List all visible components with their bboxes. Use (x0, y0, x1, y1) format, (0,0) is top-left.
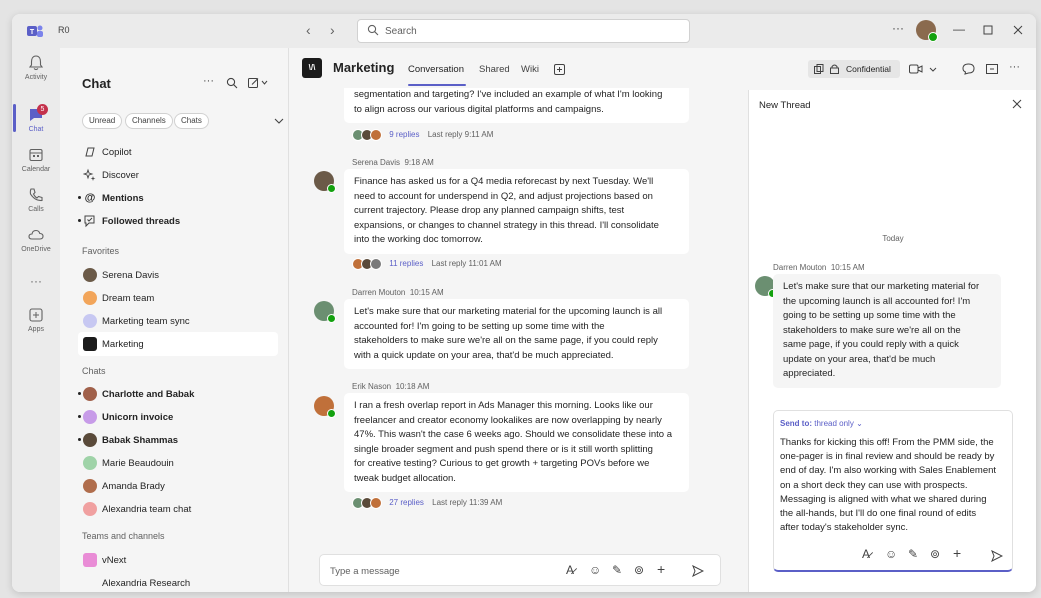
chatlist-item-label: Followed threads (102, 216, 181, 227)
channel-title: Marketing (333, 60, 395, 75)
channel-more-options-icon[interactable]: ··· (1009, 61, 1020, 73)
sensitivity-label[interactable] (808, 60, 900, 78)
search-placeholder: Search (385, 26, 417, 37)
group-avatar (83, 291, 97, 305)
message-line: for creative testing? Curious to get growth + targeting POVs before we (354, 458, 650, 469)
team-logo: \/\ (302, 58, 322, 78)
new-thread-panel (748, 90, 1036, 592)
copilot-icon (83, 145, 97, 159)
chevron-down-icon: ⌄ (856, 419, 863, 428)
sticker-icon[interactable]: ✎ (612, 563, 623, 577)
chatlist-item-marketing-team-sync[interactable] (78, 311, 278, 333)
attach-plus-icon[interactable]: + (953, 545, 962, 561)
send-to-selector[interactable]: Send to: thread only ⌄ (780, 419, 863, 428)
chatlist-item-discover[interactable] (78, 165, 278, 187)
unread-dot (78, 392, 81, 395)
message-composer[interactable] (319, 554, 721, 586)
add-apps-icon (27, 306, 45, 324)
conversation-pane (288, 48, 748, 592)
composer-placeholder: Type a message (330, 566, 400, 577)
svg-text:T: T (29, 29, 35, 36)
message-bubble[interactable] (344, 169, 689, 254)
message-line: need to account for underspend in Q2, and adjust projections based on (354, 190, 653, 202)
replies-link[interactable]: 9 replies (389, 130, 420, 140)
teams-logo-icon (26, 23, 44, 39)
rail-label: Chat (28, 126, 44, 133)
draft-line: Messaging is aligned with what we shared during (780, 493, 987, 505)
attach-plus-icon[interactable]: + (657, 561, 666, 577)
draft-line: end of day. I'm also working with Sales Enablement (780, 465, 997, 477)
filter-chats[interactable]: Chats (174, 113, 209, 129)
message-line: tweak budget allocation. (354, 472, 456, 484)
chatlist-item-marie-beaudouin[interactable] (78, 453, 278, 475)
message-line: single broader segment and push spend there or is it still worth splitting (354, 443, 653, 455)
channel-header (289, 48, 749, 88)
group-avatar (83, 387, 97, 401)
message-line: into the working doc tomorrow. (354, 234, 483, 245)
chatlist-item-charlotte-and-babak[interactable] (78, 384, 278, 406)
message-bubble[interactable] (344, 393, 689, 492)
message-line: 47%. This wasn't the case 6 weeks ago. Should we consolidate these into a (354, 429, 672, 440)
chatlist-item-label: Copilot (102, 147, 132, 158)
sensitivity-label-text: Confidential (846, 64, 891, 74)
draft-line: on a short deck they can use with prospects. (780, 479, 968, 491)
unread-dot (78, 415, 81, 418)
draft-line: Thanks for kicking this off! From the PMM side, the (780, 437, 994, 448)
draft-line: the all-hands, but I'll do one final round of edits (780, 508, 977, 520)
teams-section-header[interactable]: Teams and channels (82, 531, 165, 541)
chat-badge: 5 (37, 104, 48, 115)
message-bubble-partial[interactable] (344, 88, 689, 123)
avatar (83, 479, 97, 493)
message-bubble[interactable] (773, 274, 1001, 388)
loop-icon[interactable]: ⊚ (930, 547, 941, 561)
message-line: same page, if you could reply with a quick (783, 339, 959, 350)
chat-search-icon[interactable] (226, 77, 238, 89)
avatar (83, 433, 97, 447)
last-reply-time: Last reply 9:11 AM (427, 130, 494, 140)
lock-icon (830, 64, 839, 74)
chatlist-item-label: Marie Beaudouin (102, 458, 174, 469)
tab-wiki[interactable]: Wiki (521, 64, 539, 75)
chatlist-item-label: Amanda Brady (102, 481, 165, 492)
chatlist-item-label: Dream team (102, 293, 155, 304)
team-avatar (83, 553, 97, 567)
close-icon[interactable] (1012, 99, 1022, 109)
sticker-icon[interactable]: ✎ (908, 547, 919, 561)
message-line: stakeholders to make sure we're all on the same page, if you could reply (354, 335, 658, 346)
unread-dot (78, 438, 81, 441)
search-icon (367, 24, 379, 36)
chatlist-item-serena-davis[interactable] (78, 265, 278, 287)
tab-conversation[interactable]: Conversation (408, 64, 464, 75)
followed-threads-icon (83, 214, 97, 228)
video-dropdown-chevron-icon[interactable] (929, 67, 937, 72)
minimize-icon[interactable]: — (953, 22, 965, 36)
tab-shared[interactable]: Shared (479, 64, 510, 75)
message-author: Erik Nason 10:18 AM (352, 382, 430, 391)
reply-summary[interactable] (352, 497, 502, 509)
unread-dot (78, 196, 81, 199)
message-line: update on your area, that'd be much (783, 353, 936, 365)
rail-label: OneDrive (21, 246, 51, 253)
emoji-icon[interactable]: ☺ (589, 563, 602, 577)
meeting-avatar (83, 314, 97, 328)
chat-bubble-icon[interactable] (962, 63, 975, 75)
rail-label: Apps (28, 326, 44, 333)
chatlist-item-mentions[interactable] (78, 188, 278, 210)
draft-line: after today's stakeholder sync. (780, 522, 909, 534)
message-line: Let's make sure that our marketing material for the upcoming launch is all (354, 306, 663, 317)
chatlist-item-babak-shammas[interactable] (78, 430, 278, 452)
chatlist-item-alexandria-research[interactable] (78, 573, 278, 592)
message-line: stakeholders to make sure we're all on the (783, 324, 961, 336)
message-line: expansions, or changes to channel strategy in this thread. I'll consolidate (354, 219, 659, 231)
chatlist-item-label: vNext (102, 555, 127, 566)
chat-list-panel (60, 48, 288, 592)
chatlist-item-amanda-brady[interactable] (78, 476, 278, 498)
user-initials[interactable]: R0 (58, 25, 70, 35)
rail-label: Calendar (21, 166, 51, 173)
reply-avatar (370, 129, 382, 141)
message-line: the upcoming launch is all accounted for! I'm (783, 295, 971, 307)
filter-expand-chevron-icon[interactable] (274, 118, 284, 124)
chatlist-item-label: Mentions (102, 193, 144, 204)
date-divider: Today (882, 234, 904, 243)
message-line: current trajectory. Please drop any planned campaign shifts, test (354, 205, 625, 216)
avatar[interactable] (314, 171, 334, 191)
chats-section-header[interactable]: Chats (82, 366, 106, 376)
draft-line: one-pager is in final review and should be ready by (780, 451, 995, 463)
message-line: Let's make sure that our marketing material for (783, 281, 980, 292)
thread-composer[interactable] (773, 410, 1013, 572)
avatar (83, 268, 97, 282)
chat-list-title: Chat (82, 76, 111, 91)
video-call-icon[interactable] (909, 64, 923, 74)
message-line: appreciated. (783, 368, 836, 379)
new-chat-icon[interactable] (248, 77, 268, 89)
emoji-icon[interactable]: ☺ (885, 547, 898, 561)
team-logo-avatar (83, 337, 97, 351)
chatlist-item-label: Serena Davis (102, 270, 160, 281)
message-line: going to be setting up some time with the (783, 310, 956, 321)
avatar[interactable] (314, 301, 334, 321)
bell-icon (27, 54, 45, 72)
forward-arrow-icon[interactable]: › (330, 22, 335, 38)
chatlist-item-followed-threads[interactable] (78, 211, 278, 233)
active-tab-indicator (408, 84, 466, 86)
title-bar (12, 14, 1036, 48)
rail-item-apps[interactable] (12, 306, 60, 333)
reply-avatar (370, 258, 382, 270)
rail-item-calls[interactable] (12, 186, 60, 213)
chatlist-item-marketing[interactable] (78, 332, 278, 356)
last-reply-time: Last reply 11:39 AM (432, 498, 503, 508)
replies-link[interactable]: 27 replies (389, 498, 424, 508)
chatlist-item-label: Alexandria Research (102, 578, 191, 589)
cloud-icon (27, 226, 45, 244)
message-line: accounted for! I'm going to be setting up some time with the (354, 320, 605, 332)
rail-item-activity[interactable] (12, 54, 60, 81)
sparkle-icon (83, 168, 97, 182)
calendar-icon (27, 146, 45, 164)
rail-item-onedrive[interactable] (12, 226, 60, 253)
message-author: Darren Mouton 10:15 AM (352, 288, 444, 297)
message-bubble[interactable] (344, 299, 689, 369)
chatlist-item-vnext[interactable] (78, 550, 278, 572)
chatlist-item-label: Charlotte and Babak (102, 389, 195, 400)
at-icon: @ (84, 192, 96, 204)
open-side-panel-icon[interactable] (986, 64, 998, 74)
chat-more-options-icon[interactable]: ··· (203, 75, 214, 87)
format-icon[interactable]: A̷ (862, 547, 871, 561)
chatlist-item-label: Unicorn invoice (102, 412, 174, 423)
message-line: I ran a fresh overlap report in Ads Manager this morning. Looks like our (354, 400, 653, 411)
thread-draft-text[interactable] (780, 436, 1010, 535)
app-rail (12, 48, 60, 592)
add-tab-icon[interactable] (554, 64, 565, 75)
group-avatar (83, 502, 97, 516)
chatlist-item-dream-team[interactable] (78, 288, 278, 310)
phone-icon (27, 186, 45, 204)
message-line: to align across our various digital platforms and campaigns. (354, 103, 604, 115)
unread-dot (78, 219, 81, 222)
send-icon[interactable] (692, 565, 704, 577)
chatlist-item-label: Marketing (102, 339, 144, 350)
more-icon: ··· (30, 274, 42, 288)
message-line: Finance has asked us for a Q4 media reforecast by next Tuesday. We'll (354, 176, 654, 187)
profile-avatar[interactable] (916, 20, 936, 40)
reply-avatar (370, 497, 382, 509)
chatlist-item-copilot[interactable] (78, 142, 278, 164)
message-line: with a quick update on your area, that'd be much appreciated. (354, 349, 614, 361)
chatlist-item-label: Discover (102, 170, 139, 181)
filter-channels[interactable]: Channels (125, 113, 173, 129)
last-reply-time: Last reply 11:01 AM (431, 259, 502, 269)
teams-window (12, 14, 1036, 592)
chatlist-item-label: Alexandria team chat (102, 504, 192, 515)
chatlist-item-label: Marketing team sync (102, 316, 190, 327)
group-avatar (83, 410, 97, 424)
maximize-icon[interactable] (983, 25, 993, 35)
replies-link[interactable]: 11 replies (389, 259, 424, 269)
thread-panel-title: New Thread (759, 100, 811, 111)
more-options-icon[interactable]: ··· (892, 21, 904, 35)
reply-summary[interactable] (352, 129, 493, 141)
loop-icon[interactable]: ⊚ (634, 563, 645, 577)
format-icon[interactable]: A̷ (566, 563, 575, 577)
rail-item-calendar[interactable] (12, 146, 60, 173)
search-input[interactable] (357, 19, 690, 43)
back-arrow-icon[interactable]: ‹ (306, 22, 311, 38)
rail-item-more[interactable] (12, 274, 60, 288)
message-author: Serena Davis 9:18 AM (352, 158, 434, 167)
message-line: freelancer and creator economy lookalikes are now overlapping by nearly (354, 414, 662, 426)
rail-item-chat[interactable] (12, 106, 60, 133)
send-icon[interactable] (991, 550, 1003, 562)
rail-label: Calls (28, 206, 44, 213)
copy-icon (814, 64, 824, 74)
message-author: Darren Mouton 10:15 AM (773, 263, 865, 272)
chatlist-item-unicorn-invoice[interactable] (78, 407, 278, 429)
favorites-section-header[interactable]: Favorites (82, 246, 120, 256)
chatlist-item-label: Babak Shammas (102, 435, 179, 446)
chatlist-item-alexandria-team-chat[interactable] (78, 499, 278, 521)
avatar[interactable] (314, 396, 334, 416)
avatar (83, 456, 97, 470)
filter-unread[interactable]: Unread (82, 113, 122, 129)
close-window-icon[interactable] (1013, 25, 1023, 35)
rail-label: Activity (24, 74, 48, 81)
message-line: segmentation and targeting? I've included an example of what I'm looking (354, 89, 663, 100)
avatar[interactable] (755, 276, 775, 296)
reply-summary[interactable] (352, 258, 502, 270)
